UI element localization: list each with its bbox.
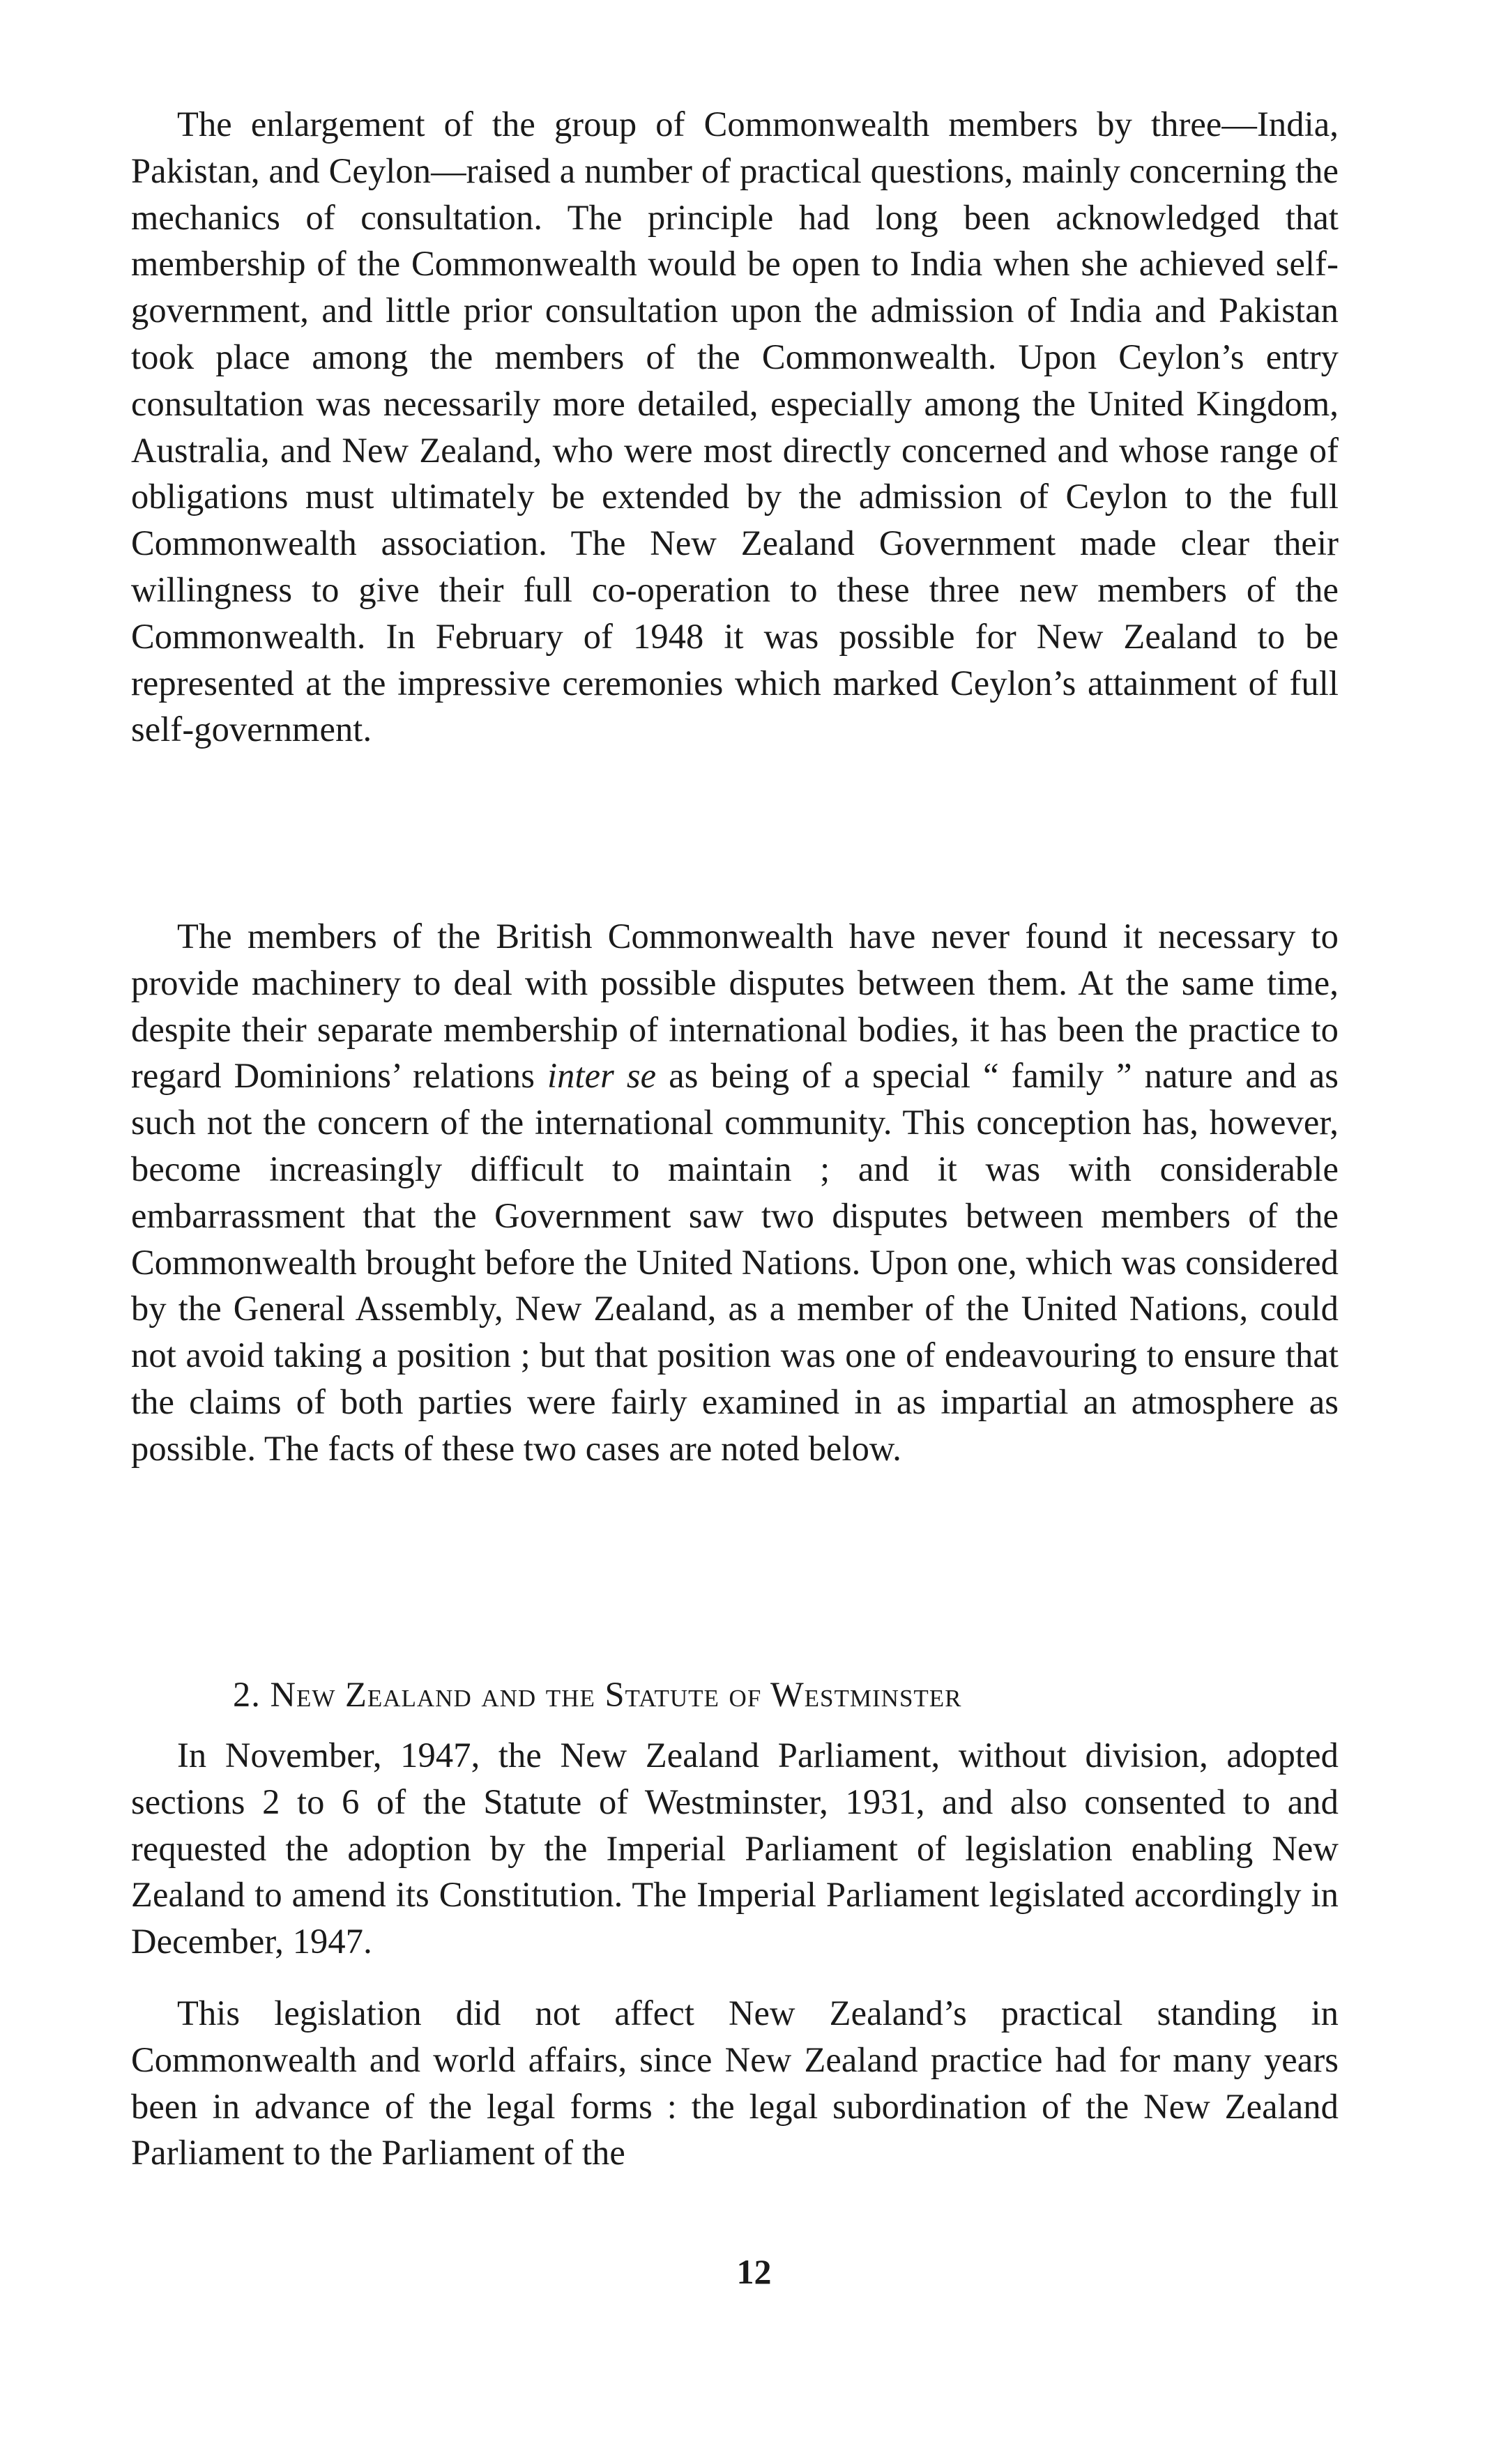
paragraph-text-start: The members of the British Commonwealth have never found it necessary to provide machinery to deal with possible disputes between them. At the same time, despite their separate membership of international bodies, it has been the practice to regard Dominions’ relations [131, 917, 1339, 1096]
paragraph-commonwealth-enlargement: The enlargement of the group of Commonwealth members by three—India, Pakistan, and Ceylon—raised a number of practical questions, mainly concerning the mechanics of consultation. The principle had long been acknowledged that membership of the Commonwealth would be open to India when she achieved self-government, and little prior consultation upon the admission of India and Pakistan took place among the members of the Commonwealth. Upon Ceylon’s entry consultation was necessarily more detailed, especially among the United Kingdom, Australia, and New Zealand, who were most directly concerned and whose range of obligations must ultimately be extended by the admission of Ceylon to the full Commonwealth association. The New Zealand Government made clear their willingness to give their full co-operation to these three new members of the Commonwealth. In February of 1948 it was possible for New Zealand to be represented at the impressive ceremonies which marked Ceylon’s attainment of full self-government. [131, 105, 1339, 749]
section-heading: 2. New Zealand and the Statute of Westminster [233, 1675, 962, 1714]
paragraph-commonwealth-disputes [131, 913, 1339, 1472]
paragraph-text-end: as being of a special “ family ” nature and as such not the concern of the international community. This conception has, however, become increasingly difficult to maintain ; and it was with considerable embarrassment that the Government saw two disputes between members of the Commonwealth brought before the United Nations. Upon one, which was considered by the General Assembly, New Zealand, as a member of the United Nations, could not avoid taking a position ; but that position was one of endeavouring to ensure that the claims of both parties were fairly examined in as impartial an atmosphere as possible. The facts of these two cases are noted below. [131, 1056, 1339, 1468]
paragraph-statute-adoption: In November, 1947, the New Zealand Parliament, without division, adopted sections 2 to 6 of the Statute of Westminster, 1931, and also consented to and requested the adoption by the Imperial Parliament of legislation enabling New Zealand to amend its Constitution. The Imperial Parliament legislated accordingly in December, 1947. [131, 1736, 1339, 1961]
latin-phrase: inter se [547, 1056, 657, 1096]
paragraph-legislation-effect: This legislation did not affect New Zealand’s practical standing in Commonwealth and world affairs, since New Zealand practice had for many years been in advance of the legal forms : the legal subordination of the New Zealand Parliament to the Parliament of the [131, 1994, 1339, 2173]
page-number: 12 [736, 2252, 772, 2291]
